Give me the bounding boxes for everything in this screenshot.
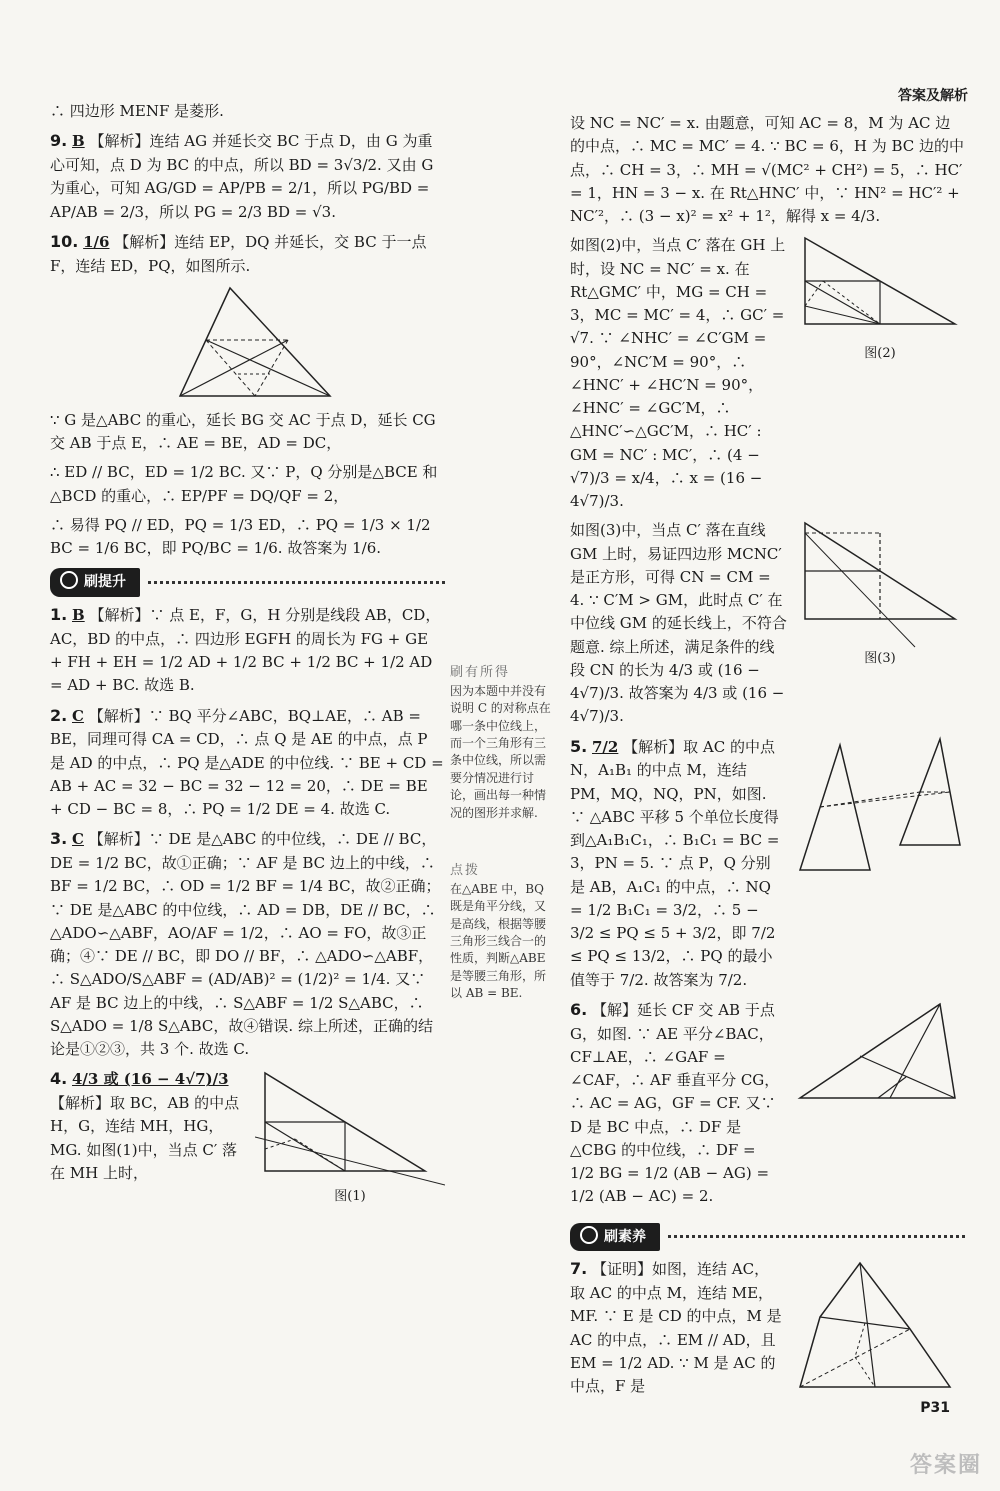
section-title: 刷提升: [84, 574, 126, 591]
q9-answer: B: [72, 132, 85, 151]
s1-number: 1.: [50, 605, 68, 625]
s3: [50, 827, 445, 1061]
s4-block: [50, 1067, 445, 1207]
fig3-caption: 图(3): [864, 651, 896, 667]
s5-block: [570, 735, 965, 998]
q9: [50, 129, 445, 224]
s7: [570, 1257, 782, 1398]
q8-tail: ∴ 四边形 MENF 是菱形.: [50, 102, 224, 120]
s3-answer: C: [72, 830, 84, 849]
s5-translation-figure: [790, 735, 965, 885]
q9-number: 9.: [50, 131, 68, 151]
s6-triangle-figure: [790, 998, 965, 1113]
s6-number: 6.: [570, 999, 588, 1019]
s7-block: [570, 1257, 965, 1404]
side-tag-summary: 刷有所得: [450, 665, 511, 680]
s4-continued: 设 NC = NC′ = x. 由题意，可知 AC = 8，M 为 AC 边的中点，∴ MC = MC′ = 4. ∵ BC = 6，H 为 BC 边的中点，∴ CH = 3，∴ MH = √(MC² + CH²) = 5，∴ HC′ = 1，HN = 3 − x. 在 Rt△HNC′ 中，∵ HN² = HC′² + NC′²，∴ (3 − x)² = x² + 1²，解得 x = 4/3.: [570, 114, 965, 225]
left-column: [50, 100, 445, 1208]
q9-solution: 【解析】连结 AG 并延长交 BC 于点 D，由 G 为重心可知，点 D 为 BC 的中点，所以 BD = 3√3/2. 又由 G 为重心，可知 AG/GD = AP/PB = 2/1，所以 PG/BD = AP/AB = 2/3，所以 PG = 2/3 BD = √3.: [50, 132, 434, 221]
s7-quad-figure: [790, 1257, 965, 1397]
section-badge: [50, 568, 140, 597]
s1-solution: 【解析】∵ 点 E，F，G，H 分别是线段 AB，CD，AC，BD 的中点，∴ 四边形 EGFH 的周长为 FG + GE + FH + EH = 1/2 AD + 1/2 BC + 1/2 BC + 1/2 AD = AD + BC. 故选 B.: [50, 606, 441, 695]
q10-step2: ∴ ED // BC，ED = 1/2 BC. 又∵ P，Q 分别是△BCE 和△BCD 的重心，∴ EP/PF = DQ/QF = 2，: [50, 463, 438, 505]
s5-number: 5.: [570, 736, 588, 756]
s2-number: 2.: [50, 705, 68, 725]
section-header-improve: [50, 568, 445, 597]
side-tag-hint: 点拨: [450, 862, 481, 878]
fig1-caption: 图(1): [334, 1189, 366, 1205]
s4-case2: 如图(2)中，当点 C′ 落在 GH 上时，设 NC = NC′ = x. 在 Rt△GMC′ 中，MG = CH = 3，MC = MC′ = 4，∴ GC′ = √7. ∵ ∠NHC′ = ∠C′GM = 90°，∠NC′M = 90°，∴ ∠HNC′ + ∠HC′N = 90°，∠HNC′ = ∠GC′M，∴ △HNC′∽△GC′M，∴ HC′ : GM = NC′ : MC′，∴ (4 − √7)/3 = x/4，∴ x = (16 − 4√7)/3.: [570, 236, 786, 510]
q10-number: 10.: [50, 231, 79, 251]
s2: [50, 704, 445, 822]
s1-answer: B: [72, 606, 85, 625]
s4-case3: 如图(3)中，当点 C′ 落在直线 GM 上时，易证四边形 MCNC′ 是正方形，可得 CN = CM = 4. ∵ C′M > GM，此时点 C′ 在中位线 GM 的延长线上，不符合题意. 综上所述，满足条件的线段 CN 的长为 4/3 或 (16 − 4√7)/3. 故答案为 4/3 或 (16 − 4√7)/3.: [570, 521, 787, 726]
side-note-summary: 因为本题中并没有说明 C 的对称点在哪一条中位线上，而一个三角形有三条中位线，所以需要分情况进行讨论，画出每一种情况的图形并求解.: [450, 683, 551, 820]
s6-solution: 【解】延长 CF 交 AB 于点 G，如图. ∵ AE 平分∠BAC，CF⊥AE，∴ ∠GAF = ∠CAF，∴ AF 垂直平分 CG，∴ AC = AG，GF = CF. 又∵ D 是 BC 中点，∴ DF 是△CBG 的中位线，∴ DF = 1/2 BG = 1/2 (AB − AG) = 1/2 (AB − AC) = 2.: [570, 1000, 780, 1206]
side-note-hint: 在△ABE 中，BQ 既是角平分线，又是高线，根据等腰三角形三线合一的性质，判断△ABE 是等腰三角形，所以 AB = BE.: [450, 881, 547, 1001]
s4-answer: 4/3 或 (16 − 4√7)/3: [72, 1070, 229, 1089]
s3-solution: 【解析】∵ DE 是△ABC 的中位线，∴ DE // BC，DE = 1/2 BC，故①正确；∵ AF 是 BC 边上的中线，∴ BF = 1/2 BC，∴ OD = 1/2 BF = 1/4 BC，故②正确；∵ DE 是△ABC 的中位线，∴ AD = DB，DE // BC，∴ △ADO∽△ABF，AO/AF = 1/2，∴ AO = FO，故③正确；④∵ DE // BC，即 DO // BF，∴ △ADO∽△ABF，∴ S△ADO/S△ABF = (AD/AB)² = (1/2)² = 1/4. 又∵ AF 是 BC 边上的中线，∴ S△ABF = 1/2 S△ABC，∴ S△ADO = 1/8 S△ABC，故④错误. 综上所述，正确的结论是①②③，共 3 个. 故选 C.: [50, 830, 441, 1059]
right-column: [570, 112, 965, 1404]
s2-solution: 【解析】∵ BQ 平分∠ABC，BQ⊥AE，∴ AB = BE，同理可得 CA = CD，∴ 点 Q 是 AE 的中点，点 P 是 AD 的中点，∴ PQ 是△ADE 的中位线. ∵ BE + CD = AB + AC = 32 − BC = 32 − 12 = 20，∴ DE = BE + CD − BC = 8，∴ PQ = 1/2 DE = 4. 故选 C.: [50, 706, 444, 819]
fig2-triangle: [795, 234, 965, 344]
pen-icon: [60, 571, 78, 589]
s7-number: 7.: [570, 1259, 588, 1279]
s7-solution: 【证明】如图，连结 AC，取 AC 的中点 M，连结 ME，MF. ∵ E 是 CD 的中点，M 是 AC 的中点，∴ EM // AD，且 EM = 1/2 AD. ∵ M 是 AC 的中点，F 是: [570, 1260, 782, 1396]
fig3-block: [570, 519, 965, 734]
section-title-2: 刷素养: [604, 1228, 646, 1245]
s5-solution: 【解析】取 AC 的中点 N，A₁B₁ 的中点 M，连结 PM，MQ，NQ，PN，如图. ∵ △ABC 平移 5 个单位长度得到△A₁B₁C₁，∴ B₁C₁ = BC = 3，PN = 5. ∵ 点 P，Q 分别是 AB，A₁C₁ 的中点，∴ NQ = 1/2 B₁C₁ = 3/2，∴ 5 − 3/2 ≤ PQ ≤ 5 + 3/2，即 7/2 ≤ PQ ≤ 13/2，∴ PQ 的最小值等于 7/2. 故答案为 7/2.: [570, 737, 780, 989]
q10-step1: ∵ G 是△ABC 的重心，延长 BG 交 AC 于点 D，延长 CG 交 AB 于点 E，∴ AE = BE，AD = DC，: [50, 410, 436, 453]
s4-solution: 【解析】取 BC，AB 的中点 H，G，连结 MH，HG，MG. 如图(1)中，当点 C′ 落在 MH 上时，: [50, 1094, 240, 1182]
s5: [570, 735, 782, 992]
dotted-divider-2: [668, 1235, 965, 1238]
s6-block: [570, 998, 965, 1215]
s2-answer: C: [72, 706, 84, 725]
q10-step3: ∴ 易得 PQ // ED，PQ = 1/3 ED，∴ PQ = 1/3 × 1/2 BC = 1/6 BC，即 PQ/BC = 1/6. 故答案为 1/6.: [50, 515, 431, 558]
fig2-caption: 图(2): [864, 346, 896, 362]
pen-icon: [580, 1226, 598, 1244]
q10-solution: 【解析】连结 EP，DQ 并延长，交 BC 于一点 F，连结 ED，PQ，如图所示.: [50, 232, 427, 275]
dotted-divider: [148, 581, 445, 584]
fig1-triangle: [255, 1067, 445, 1187]
s4: [50, 1067, 247, 1201]
section-badge-2: [570, 1223, 660, 1252]
q10-triangle-figure: [170, 284, 360, 409]
fig1-wrap: [255, 1067, 445, 1207]
header-title: 答案及解析: [898, 88, 968, 104]
fig2-wrap: [795, 234, 965, 519]
fig3-triangle: [795, 519, 965, 649]
page-number: P31: [920, 1400, 950, 1416]
s3-number: 3.: [50, 829, 68, 849]
fig3-wrap: [795, 519, 965, 734]
q10: [50, 230, 445, 278]
fig2-block: [570, 234, 965, 519]
side-notes: [450, 664, 555, 1009]
s4-number: 4.: [50, 1069, 68, 1089]
section-header-literacy: [570, 1223, 965, 1252]
q10-answer: 1/6: [83, 232, 110, 251]
s5-answer: 7/2: [592, 737, 619, 756]
s6: [570, 998, 782, 1209]
watermark-logo: 答案圈: [909, 1452, 982, 1478]
s1: [50, 603, 445, 698]
